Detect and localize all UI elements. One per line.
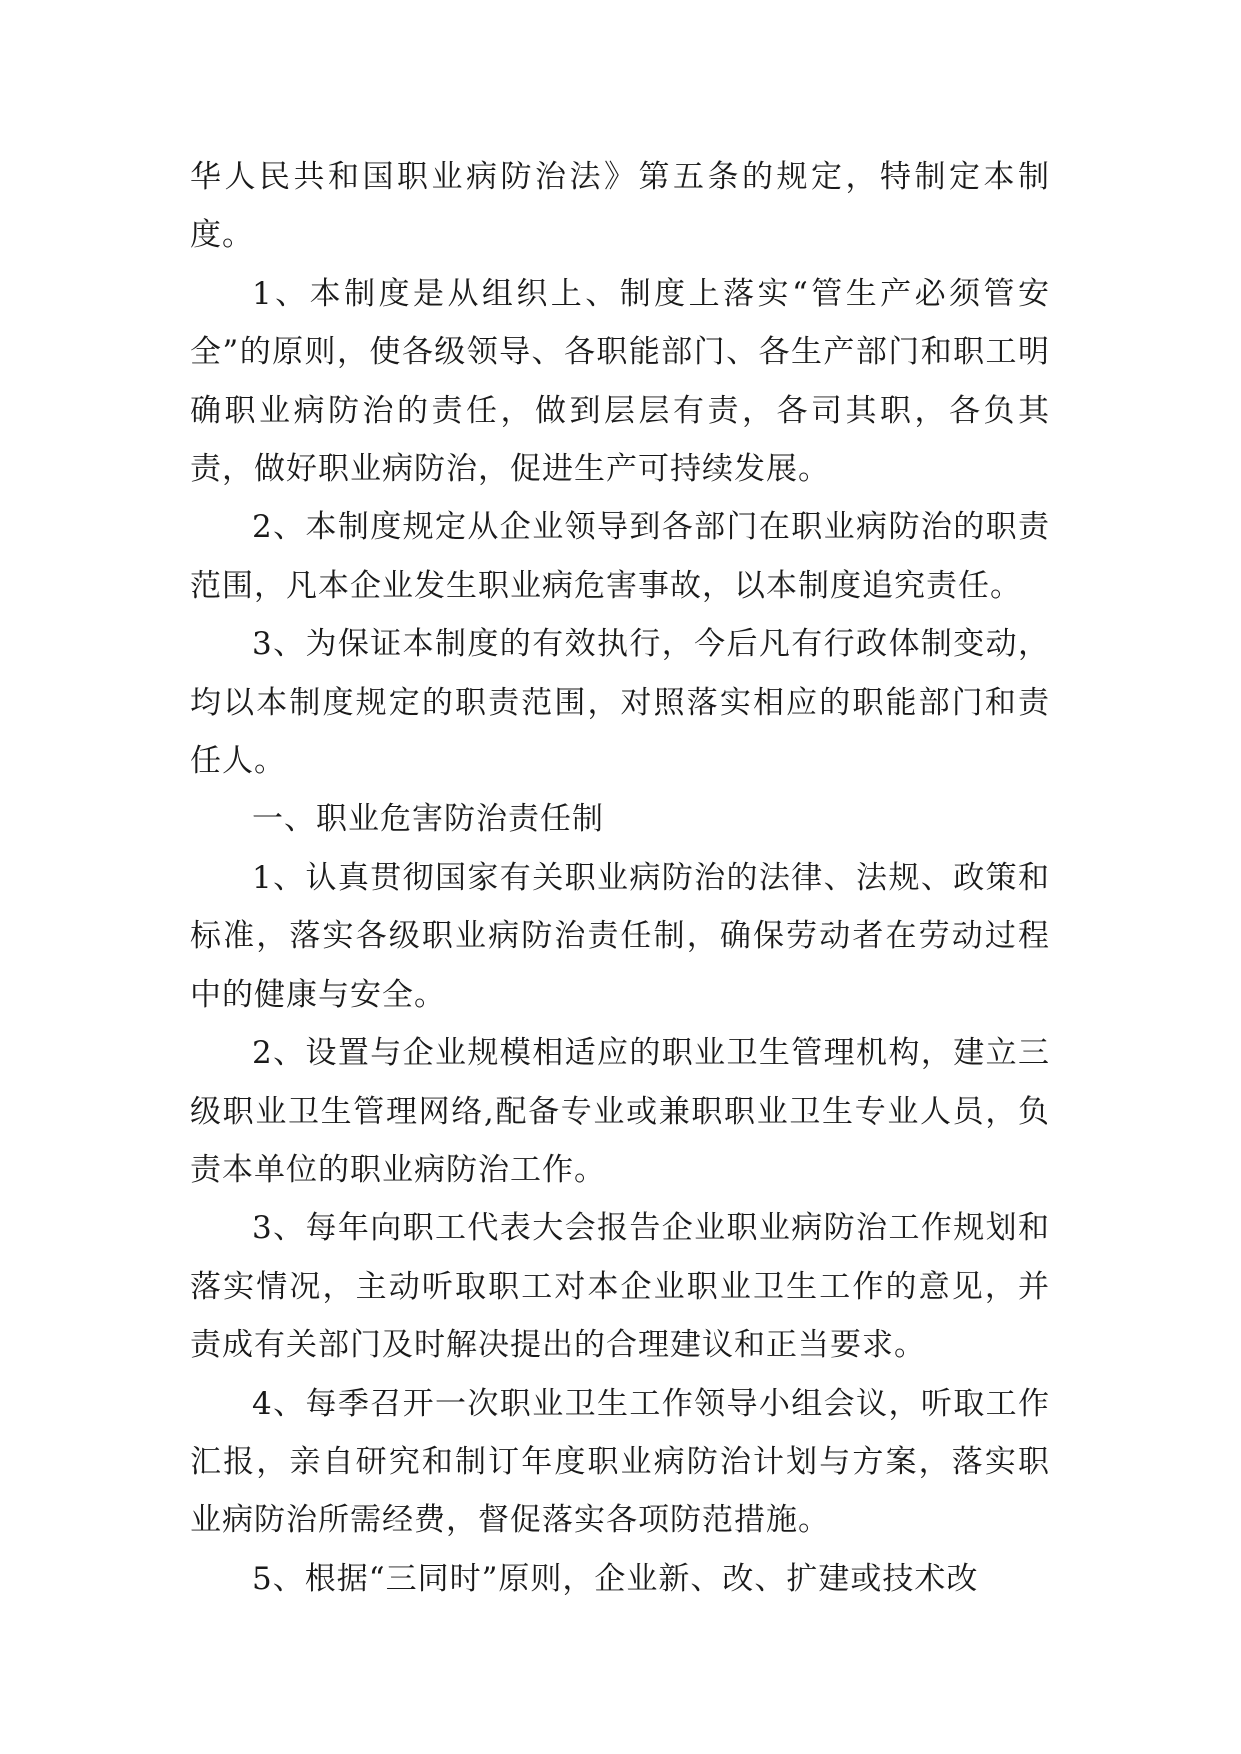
section-item-5: 5、根据“三同时”原则，企业新、改、扩建或技术改 (252, 1560, 979, 1597)
paragraph-item-2: 2、本制度规定从企业领导到各部门在职业病防治的职责范围，凡本企业发生职业病危害事故，以本制度追究责任。 (190, 509, 1050, 604)
section-item-2: 2、设置与企业规模相适应的职业卫生管理机构，建立三级职业卫生管理网络,配备专业或兼职职业卫生专业人员，负责本单位的职业病防治工作。 (190, 1035, 1050, 1188)
paragraph-item-3: 3、为保证本制度的有效执行，今后凡有行政体制变动，均以本制度规定的职责范围，对照落实相应的职能部门和责任人。 (190, 626, 1050, 780)
section-item-1: 1、认真贯彻国家有关职业病防治的法律、法规、政策和标准，落实各级职业病防治责任制，确保劳动者在劳动过程中的健康与安全。 (190, 859, 1050, 1013)
paragraph-item-1: 1、本制度是从组织上、制度上落实“管生产必须管安全”的原则，使各级领导、各职能部门、各生产部门和职工明确职业病防治的责任，做到层层有责，各司其职，各负其责，做好职业病防治，促进生产可持续发展。 (190, 275, 1050, 488)
document-body (190, 148, 1050, 1608)
paragraph-continuation: 华人民共和国职业病防治法》第五条的规定，特制定本制度。 (190, 159, 1050, 254)
section-heading: 一、职业危害防治责任制 (252, 801, 604, 838)
section-item-4: 4、每季召开一次职业卫生工作领导小组会议，听取工作汇报，亲自研究和制订年度职业病防治计划与方案，落实职业病防治所需经费，督促落实各项防范措施。 (190, 1385, 1050, 1539)
section-item-3: 3、每年向职工代表大会报告企业职业病防治工作规划和落实情况，主动听取职工对本企业职业卫生工作的意见，并责成有关部门及时解决提出的合理建议和正当要求。 (190, 1210, 1050, 1364)
